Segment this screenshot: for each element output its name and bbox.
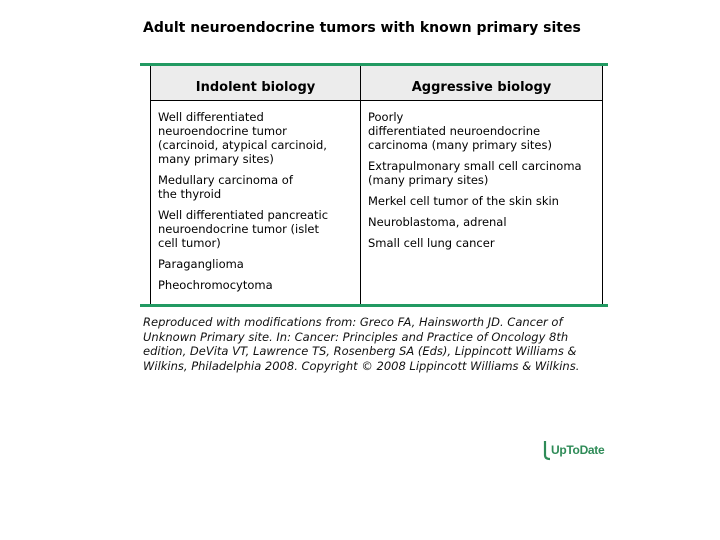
column-divider <box>360 66 361 304</box>
citation-footnote: Reproduced with modifications from: Greco FA, Hainsworth JD. Cancer of Unknown Primary site. In: Cancer: Principles and Practice of Oncology 8th edition, DeVita VT, Lawrence TS, Rosenberg SA (Eds), Lippincott Williams & Wilkins, Philadelphia 2008. Copyright © 2008 Lippincott Williams & Wilkins. <box>143 315 580 373</box>
indolent-item: Paraganglioma <box>158 257 244 271</box>
page-title: Adult neuroendocrine tumors with known primary sites <box>143 20 581 36</box>
uptodate-logo-text: UpToDate <box>551 443 605 457</box>
aggressive-item: Extrapulmonary small cell carcinoma (many primary sites) <box>368 159 582 187</box>
indolent-item: Pheochromocytoma <box>158 278 273 292</box>
aggressive-item: Poorly differentiated neuroendocrine carcinoma (many primary sites) <box>368 110 552 152</box>
header-aggressive: Aggressive biology <box>411 80 552 95</box>
aggressive-item: Merkel cell tumor of the skin skin <box>368 194 559 208</box>
header-indolent: Indolent biology <box>195 80 316 95</box>
table-bottom-rule <box>140 304 608 307</box>
aggressive-column <box>368 110 600 257</box>
indolent-item: Medullary carcinoma of the thyroid <box>158 173 293 201</box>
indolent-item: Well differentiated neuroendocrine tumor (carcinoid, atypical carcinoid, many primary sites) <box>158 110 327 166</box>
indolent-column <box>158 110 356 299</box>
uptodate-logo-icon <box>543 439 551 461</box>
uptodate-logo <box>543 438 604 462</box>
aggressive-item: Neuroblastoma, adrenal <box>368 215 507 229</box>
aggressive-item: Small cell lung cancer <box>368 236 495 250</box>
indolent-item: Well differentiated pancreatic neuroendocrine tumor (islet cell tumor) <box>158 208 329 250</box>
